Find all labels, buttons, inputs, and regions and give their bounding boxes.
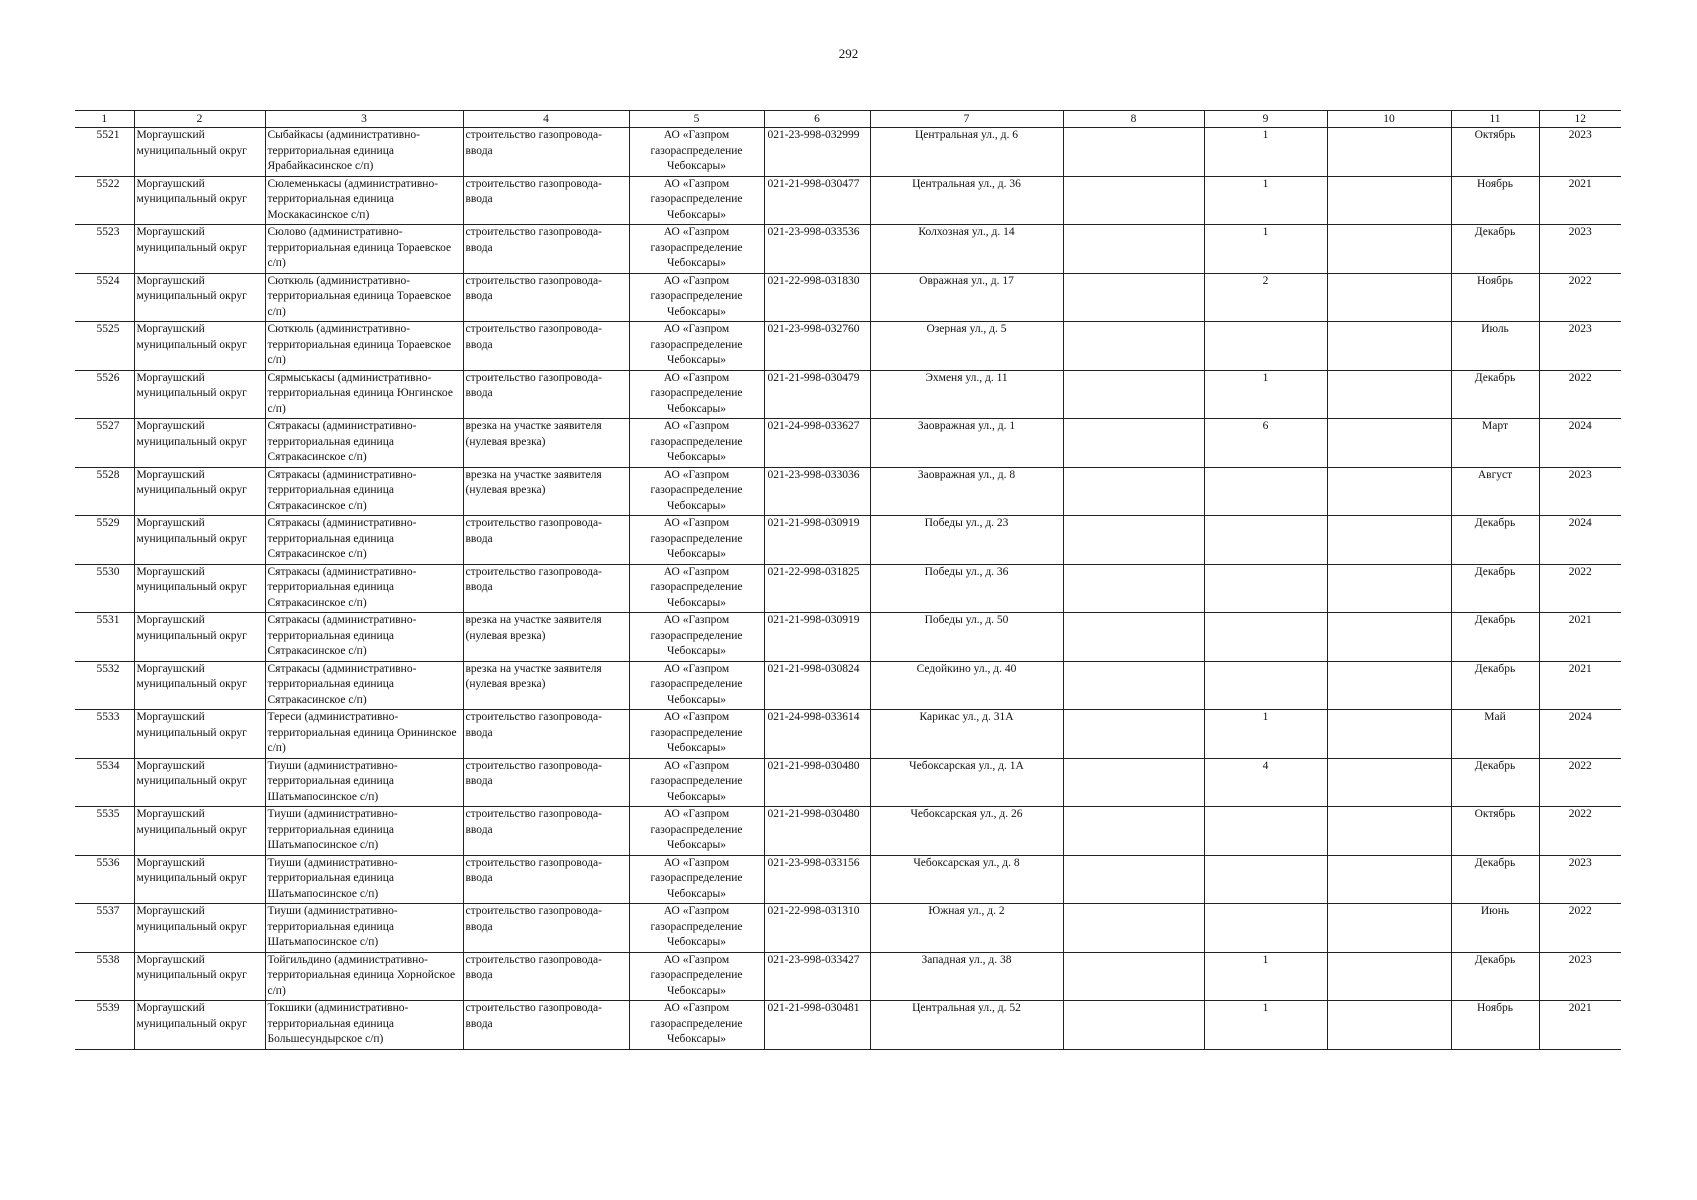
year-cell: 2021: [1539, 661, 1621, 710]
column-9-cell: [1204, 661, 1327, 710]
column-8-cell: [1063, 176, 1204, 225]
contract-number-cell: 021-23-998-032999: [764, 128, 870, 177]
locality-cell: Тиуши (административно-территориальная единица Шатьмапосинское с/п): [265, 758, 463, 807]
column-8-cell: [1063, 516, 1204, 565]
organization-cell: АО «Газпром газораспределение Чебоксары»: [629, 710, 764, 759]
locality-cell: Сятракасы (административно-территориальная единица Сятракасинское с/п): [265, 516, 463, 565]
work-type-cell: строительство газопровода-ввода: [463, 1001, 629, 1050]
row-number-cell: 5539: [75, 1001, 134, 1050]
locality-cell: Сятракасы (административно-территориальная единица Сятракасинское с/п): [265, 564, 463, 613]
address-cell: Южная ул., д. 2: [870, 904, 1063, 953]
address-cell: Центральная ул., д. 52: [870, 1001, 1063, 1050]
locality-cell: Сятракасы (административно-территориальная единица Сятракасинское с/п): [265, 419, 463, 468]
year-cell: 2023: [1539, 952, 1621, 1001]
row-number-cell: 5528: [75, 467, 134, 516]
month-cell: Август: [1451, 467, 1539, 516]
locality-cell: Тиуши (административно-территориальная единица Шатьмапосинское с/п): [265, 855, 463, 904]
district-cell: Моргаушский муниципальный округ: [134, 370, 265, 419]
column-10-cell: [1327, 225, 1451, 274]
row-number-cell: 5523: [75, 225, 134, 274]
column-9-cell: 1: [1204, 176, 1327, 225]
address-cell: Западная ул., д. 38: [870, 952, 1063, 1001]
locality-cell: Тиуши (административно-территориальная единица Шатьмапосинское с/п): [265, 807, 463, 856]
column-8-cell: [1063, 370, 1204, 419]
month-cell: Октябрь: [1451, 128, 1539, 177]
column-8-cell: [1063, 855, 1204, 904]
organization-cell: АО «Газпром газораспределение Чебоксары»: [629, 322, 764, 371]
month-cell: Декабрь: [1451, 661, 1539, 710]
year-cell: 2022: [1539, 904, 1621, 953]
table-row: [75, 225, 1621, 274]
table-row: [75, 467, 1621, 516]
column-9-cell: 2: [1204, 273, 1327, 322]
column-10-cell: [1327, 904, 1451, 953]
organization-cell: АО «Газпром газораспределение Чебоксары»: [629, 904, 764, 953]
organization-cell: АО «Газпром газораспределение Чебоксары»: [629, 273, 764, 322]
year-cell: 2021: [1539, 176, 1621, 225]
column-8-cell: [1063, 758, 1204, 807]
row-number-cell: 5536: [75, 855, 134, 904]
table-body: [75, 128, 1621, 1050]
column-8-cell: [1063, 225, 1204, 274]
organization-cell: АО «Газпром газораспределение Чебоксары»: [629, 419, 764, 468]
district-cell: Моргаушский муниципальный округ: [134, 516, 265, 565]
column-10-cell: [1327, 516, 1451, 565]
column-10-cell: [1327, 661, 1451, 710]
column-8-cell: [1063, 419, 1204, 468]
year-cell: 2023: [1539, 855, 1621, 904]
month-cell: Ноябрь: [1451, 176, 1539, 225]
row-number-cell: 5534: [75, 758, 134, 807]
month-cell: Май: [1451, 710, 1539, 759]
column-9-cell: 4: [1204, 758, 1327, 807]
month-cell: Декабрь: [1451, 613, 1539, 662]
column-8-cell: [1063, 807, 1204, 856]
row-number-cell: 5524: [75, 273, 134, 322]
page-number: 292: [838, 46, 859, 61]
column-10-cell: [1327, 370, 1451, 419]
row-number-cell: 5530: [75, 564, 134, 613]
locality-cell: Сюлово (административно-территориальная единица Тораевское с/п): [265, 225, 463, 274]
district-cell: Моргаушский муниципальный округ: [134, 661, 265, 710]
year-cell: 2021: [1539, 613, 1621, 662]
month-cell: Декабрь: [1451, 225, 1539, 274]
contract-number-cell: 021-23-998-033536: [764, 225, 870, 274]
work-type-cell: строительство газопровода-ввода: [463, 904, 629, 953]
address-cell: Колхозная ул., д. 14: [870, 225, 1063, 274]
column-9-cell: 1: [1204, 952, 1327, 1001]
column-8-cell: [1063, 1001, 1204, 1050]
year-cell: 2024: [1539, 710, 1621, 759]
district-cell: Моргаушский муниципальный округ: [134, 710, 265, 759]
column-10-cell: [1327, 758, 1451, 807]
column-8-cell: [1063, 128, 1204, 177]
month-cell: Ноябрь: [1451, 1001, 1539, 1050]
contract-number-cell: 021-21-998-030919: [764, 516, 870, 565]
address-cell: Победы ул., д. 50: [870, 613, 1063, 662]
row-number-cell: 5537: [75, 904, 134, 953]
district-cell: Моргаушский муниципальный округ: [134, 564, 265, 613]
work-type-cell: врезка на участке заявителя (нулевая врезка): [463, 419, 629, 468]
table-row: [75, 128, 1621, 177]
column-9-cell: 1: [1204, 128, 1327, 177]
work-type-cell: строительство газопровода-ввода: [463, 516, 629, 565]
row-number-cell: 5527: [75, 419, 134, 468]
column-9-cell: 1: [1204, 370, 1327, 419]
address-cell: Центральная ул., д. 6: [870, 128, 1063, 177]
row-number-cell: 5538: [75, 952, 134, 1001]
organization-cell: АО «Газпром газораспределение Чебоксары»: [629, 467, 764, 516]
column-8-cell: [1063, 710, 1204, 759]
column-10-cell: [1327, 807, 1451, 856]
column-header-5: 5: [629, 111, 764, 128]
locality-cell: Сюткюль (административно-территориальная единица Тораевское с/п): [265, 322, 463, 371]
work-type-cell: строительство газопровода-ввода: [463, 807, 629, 856]
column-9-cell: [1204, 516, 1327, 565]
year-cell: 2022: [1539, 370, 1621, 419]
column-10-cell: [1327, 128, 1451, 177]
table-row: [75, 1001, 1621, 1050]
district-cell: Моргаушский муниципальный округ: [134, 225, 265, 274]
column-9-cell: 1: [1204, 710, 1327, 759]
column-10-cell: [1327, 419, 1451, 468]
year-cell: 2023: [1539, 225, 1621, 274]
month-cell: Ноябрь: [1451, 273, 1539, 322]
work-type-cell: строительство газопровода-ввода: [463, 952, 629, 1001]
district-cell: Моргаушский муниципальный округ: [134, 322, 265, 371]
contract-number-cell: 021-21-998-030480: [764, 758, 870, 807]
column-header-10: 10: [1327, 111, 1451, 128]
contract-number-cell: 021-23-998-033156: [764, 855, 870, 904]
table-row: [75, 807, 1621, 856]
address-cell: Победы ул., д. 36: [870, 564, 1063, 613]
column-header-9: 9: [1204, 111, 1327, 128]
district-cell: Моргаушский муниципальный округ: [134, 855, 265, 904]
column-9-cell: [1204, 613, 1327, 662]
locality-cell: Токшики (административно-территориальная единица Большесундырское с/п): [265, 1001, 463, 1050]
month-cell: Март: [1451, 419, 1539, 468]
column-10-cell: [1327, 273, 1451, 322]
organization-cell: АО «Газпром газораспределение Чебоксары»: [629, 758, 764, 807]
work-type-cell: строительство газопровода-ввода: [463, 176, 629, 225]
address-cell: Чебоксарская ул., д. 26: [870, 807, 1063, 856]
table-row: [75, 613, 1621, 662]
organization-cell: АО «Газпром газораспределение Чебоксары»: [629, 516, 764, 565]
contract-number-cell: 021-21-998-030481: [764, 1001, 870, 1050]
table-row: [75, 176, 1621, 225]
table-row: [75, 855, 1621, 904]
column-9-cell: [1204, 904, 1327, 953]
locality-cell: Сярмыськасы (административно-территориальная единица Юнгинское с/п): [265, 370, 463, 419]
work-type-cell: врезка на участке заявителя (нулевая врезка): [463, 467, 629, 516]
row-number-cell: 5532: [75, 661, 134, 710]
address-cell: Седойкино ул., д. 40: [870, 661, 1063, 710]
district-cell: Моргаушский муниципальный округ: [134, 419, 265, 468]
column-8-cell: [1063, 952, 1204, 1001]
row-number-cell: 5533: [75, 710, 134, 759]
district-cell: Моргаушский муниципальный округ: [134, 952, 265, 1001]
table-row: [75, 370, 1621, 419]
address-cell: Центральная ул., д. 36: [870, 176, 1063, 225]
table-row: [75, 322, 1621, 371]
column-8-cell: [1063, 322, 1204, 371]
organization-cell: АО «Газпром газораспределение Чебоксары»: [629, 952, 764, 1001]
organization-cell: АО «Газпром газораспределение Чебоксары»: [629, 807, 764, 856]
month-cell: Декабрь: [1451, 952, 1539, 1001]
column-10-cell: [1327, 1001, 1451, 1050]
work-type-cell: врезка на участке заявителя (нулевая врезка): [463, 661, 629, 710]
contract-number-cell: 021-21-998-030480: [764, 807, 870, 856]
column-header-3: 3: [265, 111, 463, 128]
address-cell: Карикас ул., д. 31А: [870, 710, 1063, 759]
organization-cell: АО «Газпром газораспределение Чебоксары»: [629, 564, 764, 613]
column-10-cell: [1327, 952, 1451, 1001]
organization-cell: АО «Газпром газораспределение Чебоксары»: [629, 176, 764, 225]
year-cell: 2022: [1539, 564, 1621, 613]
organization-cell: АО «Газпром газораспределение Чебоксары»: [629, 370, 764, 419]
address-cell: Заовражная ул., д. 1: [870, 419, 1063, 468]
month-cell: Декабрь: [1451, 855, 1539, 904]
column-8-cell: [1063, 613, 1204, 662]
district-cell: Моргаушский муниципальный округ: [134, 467, 265, 516]
work-type-cell: строительство газопровода-ввода: [463, 758, 629, 807]
column-10-cell: [1327, 467, 1451, 516]
column-header-2: 2: [134, 111, 265, 128]
contract-number-cell: 021-23-998-032760: [764, 322, 870, 371]
row-number-cell: 5525: [75, 322, 134, 371]
column-9-cell: 6: [1204, 419, 1327, 468]
contract-number-cell: 021-22-998-031310: [764, 904, 870, 953]
column-header-12: 12: [1539, 111, 1621, 128]
work-type-cell: строительство газопровода-ввода: [463, 273, 629, 322]
district-cell: Моргаушский муниципальный округ: [134, 128, 265, 177]
row-number-cell: 5535: [75, 807, 134, 856]
year-cell: 2023: [1539, 128, 1621, 177]
district-cell: Моргаушский муниципальный округ: [134, 904, 265, 953]
table-row: [75, 564, 1621, 613]
work-type-cell: строительство газопровода-ввода: [463, 855, 629, 904]
column-8-cell: [1063, 661, 1204, 710]
locality-cell: Сюлеменькасы (административно-территориальная единица Москакасинское с/п): [265, 176, 463, 225]
district-cell: Моргаушский муниципальный округ: [134, 273, 265, 322]
column-8-cell: [1063, 564, 1204, 613]
column-9-cell: [1204, 564, 1327, 613]
column-header-6: 6: [764, 111, 870, 128]
column-10-cell: [1327, 710, 1451, 759]
column-header-1: 1: [75, 111, 134, 128]
organization-cell: АО «Газпром газораспределение Чебоксары»: [629, 128, 764, 177]
address-cell: Чебоксарская ул., д. 1А: [870, 758, 1063, 807]
work-type-cell: строительство газопровода-ввода: [463, 225, 629, 274]
work-type-cell: строительство газопровода-ввода: [463, 322, 629, 371]
column-header-4: 4: [463, 111, 629, 128]
row-number-cell: 5522: [75, 176, 134, 225]
district-cell: Моргаушский муниципальный округ: [134, 1001, 265, 1050]
organization-cell: АО «Газпром газораспределение Чебоксары»: [629, 225, 764, 274]
locality-cell: Тереси (административно-территориальная единица Орининское с/п): [265, 710, 463, 759]
row-number-cell: 5531: [75, 613, 134, 662]
table-row: [75, 419, 1621, 468]
organization-cell: АО «Газпром газораспределение Чебоксары»: [629, 1001, 764, 1050]
column-header-8: 8: [1063, 111, 1204, 128]
gas-connection-table: [75, 110, 1621, 1050]
contract-number-cell: 021-21-998-030824: [764, 661, 870, 710]
contract-number-cell: 021-22-998-031830: [764, 273, 870, 322]
year-cell: 2023: [1539, 467, 1621, 516]
column-9-cell: [1204, 467, 1327, 516]
address-cell: Эхменя ул., д. 11: [870, 370, 1063, 419]
column-9-cell: [1204, 322, 1327, 371]
column-header-11: 11: [1451, 111, 1539, 128]
district-cell: Моргаушский муниципальный округ: [134, 176, 265, 225]
year-cell: 2022: [1539, 758, 1621, 807]
contract-number-cell: 021-22-998-031825: [764, 564, 870, 613]
year-cell: 2024: [1539, 516, 1621, 565]
contract-number-cell: 021-24-998-033614: [764, 710, 870, 759]
locality-cell: Сятракасы (административно-территориальная единица Сятракасинское с/п): [265, 467, 463, 516]
address-cell: Заовражная ул., д. 8: [870, 467, 1063, 516]
column-10-cell: [1327, 855, 1451, 904]
month-cell: Декабрь: [1451, 564, 1539, 613]
column-9-cell: [1204, 855, 1327, 904]
organization-cell: АО «Газпром газораспределение Чебоксары»: [629, 855, 764, 904]
table-row: [75, 273, 1621, 322]
table-header: [75, 111, 1621, 128]
address-cell: Овражная ул., д. 17: [870, 273, 1063, 322]
column-9-cell: 1: [1204, 225, 1327, 274]
table-row: [75, 710, 1621, 759]
organization-cell: АО «Газпром газораспределение Чебоксары»: [629, 661, 764, 710]
contract-number-cell: 021-23-998-033427: [764, 952, 870, 1001]
column-10-cell: [1327, 564, 1451, 613]
locality-cell: Сятракасы (административно-территориальная единица Сятракасинское с/п): [265, 613, 463, 662]
contract-number-cell: 021-21-998-030477: [764, 176, 870, 225]
year-cell: 2022: [1539, 273, 1621, 322]
contract-number-cell: 021-24-998-033627: [764, 419, 870, 468]
locality-cell: Сюткюль (административно-территориальная единица Тораевское с/п): [265, 273, 463, 322]
work-type-cell: строительство газопровода-ввода: [463, 564, 629, 613]
contract-number-cell: 021-21-998-030919: [764, 613, 870, 662]
district-cell: Моргаушский муниципальный округ: [134, 613, 265, 662]
row-number-cell: 5526: [75, 370, 134, 419]
address-cell: Победы ул., д. 23: [870, 516, 1063, 565]
column-header-7: 7: [870, 111, 1063, 128]
contract-number-cell: 021-21-998-030479: [764, 370, 870, 419]
month-cell: Октябрь: [1451, 807, 1539, 856]
district-cell: Моргаушский муниципальный округ: [134, 758, 265, 807]
column-8-cell: [1063, 273, 1204, 322]
locality-cell: Тойгильдино (административно-территориальная единица Хорнойское с/п): [265, 952, 463, 1001]
column-9-cell: 1: [1204, 1001, 1327, 1050]
row-number-cell: 5529: [75, 516, 134, 565]
organization-cell: АО «Газпром газораспределение Чебоксары»: [629, 613, 764, 662]
year-cell: 2022: [1539, 807, 1621, 856]
column-number-row: [75, 111, 1621, 128]
work-type-cell: строительство газопровода-ввода: [463, 128, 629, 177]
work-type-cell: врезка на участке заявителя (нулевая врезка): [463, 613, 629, 662]
table-row: [75, 758, 1621, 807]
table-row: [75, 661, 1621, 710]
column-8-cell: [1063, 904, 1204, 953]
month-cell: Декабрь: [1451, 370, 1539, 419]
work-type-cell: строительство газопровода-ввода: [463, 370, 629, 419]
table-row: [75, 904, 1621, 953]
column-10-cell: [1327, 613, 1451, 662]
month-cell: Декабрь: [1451, 758, 1539, 807]
table-row: [75, 516, 1621, 565]
year-cell: 2024: [1539, 419, 1621, 468]
address-cell: Чебоксарская ул., д. 8: [870, 855, 1063, 904]
month-cell: Июль: [1451, 322, 1539, 371]
column-9-cell: [1204, 807, 1327, 856]
locality-cell: Тиуши (административно-территориальная единица Шатьмапосинское с/п): [265, 904, 463, 953]
month-cell: Июнь: [1451, 904, 1539, 953]
locality-cell: Сятракасы (административно-территориальная единица Сятракасинское с/п): [265, 661, 463, 710]
locality-cell: Сыбайкасы (административно-территориальная единица Ярабайкасинское с/п): [265, 128, 463, 177]
row-number-cell: 5521: [75, 128, 134, 177]
table-row: [75, 952, 1621, 1001]
month-cell: Декабрь: [1451, 516, 1539, 565]
column-10-cell: [1327, 322, 1451, 371]
work-type-cell: строительство газопровода-ввода: [463, 710, 629, 759]
contract-number-cell: 021-23-998-033036: [764, 467, 870, 516]
year-cell: 2023: [1539, 322, 1621, 371]
column-8-cell: [1063, 467, 1204, 516]
column-10-cell: [1327, 176, 1451, 225]
district-cell: Моргаушский муниципальный округ: [134, 807, 265, 856]
year-cell: 2021: [1539, 1001, 1621, 1050]
address-cell: Озерная ул., д. 5: [870, 322, 1063, 371]
